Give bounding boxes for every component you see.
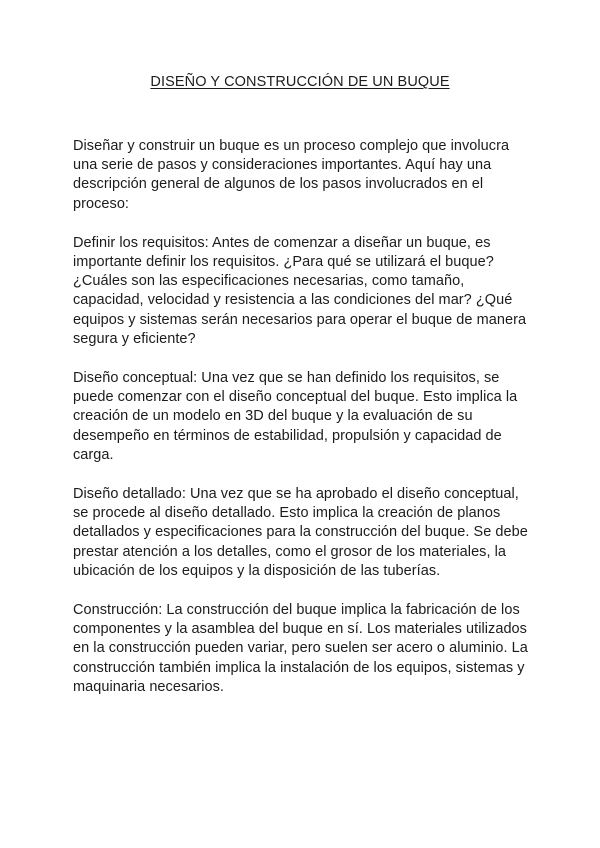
paragraph-requirements: Definir los requisitos: Antes de comenzar a diseñar un buque, es importante definir los requisitos. ¿Para qué se utilizará el buque? ¿Cuáles son las especificaciones necesarias, como tamaño, capacidad, velocidad y resistencia a las condiciones del mar? ¿Qué equipos y sistemas serán necesarios para operar el buque de manera segura y eficiente? [73, 234, 527, 347]
document-body [73, 137, 535, 717]
paragraph-conceptual-design: Diseño conceptual: Una vez que se han definido los requisitos, se puede comenzar con el diseño conceptual del buque. Esto implica la creación de un modelo en 3D del buque y la evaluación de su desempeño en términos de estabilidad, propulsión y capacidad de carga. [73, 370, 518, 463]
paragraph-intro: Diseñar y construir un buque es un proceso complejo que involucra una serie de pasos y consideraciones importantes. Aquí hay una descripción general de algunos de los pasos involucrados en el proceso: [73, 138, 510, 212]
paragraph-detailed-design: Diseño detallado: Una vez que se ha aprobado el diseño conceptual, se procede al diseño detallado. Esto implica la creación de planos detallados y especificaciones para la construcción del buque. Se debe prestar atención a los detalles, como el grosor de los materiales, la ubicación de los equipos y la disposición de las tuberías. [73, 486, 528, 579]
document-title: DISEÑO Y CONSTRUCCIÓN DE UN BUQUE [150, 74, 450, 90]
paragraph-construction: Construcción: La construcción del buque implica la fabricación de los componentes y la asamblea del buque en sí. Los materiales utilizados en la construcción pueden variar, pero suelen ser acero o aluminio. La construcción también implica la instalación de los equipos, sistemas y maquinaria necesarios. [73, 602, 528, 695]
